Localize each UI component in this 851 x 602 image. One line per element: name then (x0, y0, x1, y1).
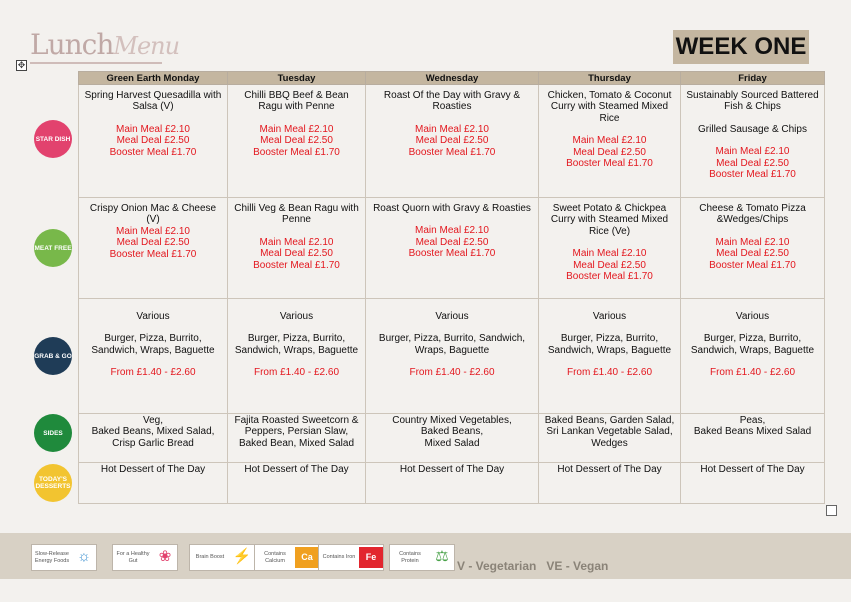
dish-text: Chicken, Tomato & Coconut Curry with Steamed Mixed Rice (547, 90, 672, 124)
dish-text: Peas, Baked Beans Mixed Salad (693, 415, 812, 438)
dish-text: Baked Beans, Garden Salad, Sri Lankan Vegetable Salad, Wedges (544, 415, 675, 449)
brain-boost-tag (189, 544, 255, 571)
dish-text: Roast Quorn with Gravy & Roasties (373, 203, 531, 214)
todays-desserts-badge (34, 464, 72, 502)
contains-iron-tag (318, 544, 384, 571)
dish-text: Burger, Pizza, Burrito, Sandwich, Wraps, Baguette (378, 333, 526, 356)
dish-text: Burger, Pizza, Burrito, Sandwich, Wraps, Baguette (91, 333, 215, 356)
dish-text: Various (279, 311, 314, 322)
star-dish-badge (34, 120, 72, 158)
dish-text: Country Mixed Vegetables, Baked Beans, Mixed Salad (392, 415, 512, 449)
dish-text: Burger, Pizza, Burrito, Sandwich, Wraps, Baguette (690, 333, 815, 356)
price-text: Main Meal £2.10 (572, 135, 647, 147)
price-text: From £1.40 - £2.60 (566, 367, 653, 379)
price-text: Meal Deal £2.50 (415, 135, 489, 147)
spacer (684, 356, 821, 367)
dish-text: Roast Of the Day with Gravy & Roasties (383, 90, 521, 113)
price-text: Booster Meal £1.70 (109, 248, 197, 260)
day-header: Friday (681, 72, 825, 85)
dish-text: Chilli BBQ Beef & Bean Ragu with Penne (244, 90, 349, 113)
badge-label: TODAY'S DESSERTS (35, 476, 71, 490)
price-text: Meal Deal £2.50 (573, 146, 646, 158)
spacer (542, 237, 677, 248)
spacer (82, 356, 224, 367)
spacer (542, 124, 677, 135)
healthy-gut-tag (112, 544, 178, 571)
menu-cell (366, 85, 539, 198)
grab-and-go-badge (34, 337, 72, 375)
spacer (542, 322, 677, 333)
tag-label: Brain Boost (195, 554, 225, 561)
price-text: Booster Meal £1.70 (408, 248, 496, 260)
price-text: Main Meal £2.10 (259, 236, 334, 248)
dish-text: Sustainably Sourced Battered Fish & Chips (686, 90, 819, 113)
day-header: Thursday (539, 72, 681, 85)
brain-icon: ⚡ (232, 548, 252, 566)
dish-text: Burger, Pizza, Burrito, Sandwich, Wraps, Baguette (547, 333, 672, 356)
contains-protein-tag (389, 544, 455, 571)
dish-text: Various (592, 311, 627, 322)
price-text: Main Meal £2.10 (259, 123, 334, 135)
dish-text: Grilled Sausage & Chips (698, 123, 807, 135)
spacer (684, 322, 821, 333)
spacer (369, 214, 535, 225)
menu-cell (228, 414, 366, 463)
menu-cell (681, 414, 825, 463)
spacer (231, 226, 362, 237)
tag-symbol: Ca (301, 552, 313, 563)
dish-text: Burger, Pizza, Burrito, Sandwich, Wraps, Baguette (234, 333, 359, 356)
gut-icon: ❀ (158, 548, 172, 566)
tag-label: Contains Calcium (264, 551, 286, 564)
menu-cell (79, 463, 228, 504)
logo-main-text: Lunch (30, 28, 114, 61)
menu-row (79, 198, 825, 299)
price-text: Meal Deal £2.50 (716, 248, 789, 260)
sides-badge (34, 414, 72, 452)
price-text: Main Meal £2.10 (715, 146, 790, 158)
menu-row (79, 85, 825, 198)
logo-underline (30, 62, 162, 64)
dish-text: Sweet Potato & Chickpea Curry with Steamed Mixed Rice (Ve) (550, 203, 669, 237)
price-text: Main Meal £2.10 (715, 236, 790, 248)
price-text: Meal Deal £2.50 (415, 236, 489, 248)
price-text: From £1.40 - £2.60 (110, 367, 196, 379)
menu-cell (681, 299, 825, 414)
menu-cell (228, 85, 366, 198)
menu-cell (228, 299, 366, 414)
spacer (231, 113, 362, 124)
price-text: Booster Meal £1.70 (709, 169, 796, 181)
dish-text: Various (435, 311, 469, 322)
dumbbell-icon: ⚖ (435, 548, 449, 566)
menu-cell (681, 198, 825, 299)
price-text: Meal Deal £2.50 (116, 135, 190, 147)
meat-free-badge (34, 229, 72, 267)
spacer (369, 356, 535, 367)
badge-label: GRAB & GO (34, 352, 72, 360)
price-text: Meal Deal £2.50 (573, 259, 646, 271)
price-text: Booster Meal £1.70 (408, 146, 496, 158)
badge-label: MEAT FREE (34, 244, 72, 252)
menu-cell (228, 198, 366, 299)
dish-text: Hot Dessert of The Day (244, 464, 349, 475)
price-text: From £1.40 - £2.60 (709, 367, 796, 379)
dish-text: Crispy Onion Mac & Cheese (V) (89, 203, 217, 226)
week-badge: WEEK ONE (673, 30, 809, 64)
menu-cell (539, 299, 681, 414)
spacer (369, 322, 535, 333)
tag-label: Slow-Release Energy Foods (34, 551, 70, 564)
menu-cell (79, 414, 228, 463)
price-text: Booster Meal £1.70 (566, 271, 653, 283)
tag-symbol: Fe (365, 552, 377, 563)
price-text: From £1.40 - £2.60 (253, 367, 340, 379)
spacer (684, 135, 821, 146)
tag-label: For a Healthy Gut (116, 551, 150, 564)
price-text: Main Meal £2.10 (415, 225, 489, 237)
menu-cell (366, 463, 539, 504)
menu-cell (539, 414, 681, 463)
badge-label: SIDES (43, 429, 63, 437)
spacer (82, 322, 224, 333)
price-text: Booster Meal £1.70 (109, 146, 197, 158)
price-text: Meal Deal £2.50 (260, 248, 333, 260)
menu-cell (681, 85, 825, 198)
menu-cell (539, 463, 681, 504)
badge-label: STAR DISH (35, 135, 71, 143)
spacer (231, 322, 362, 333)
menu-cell (681, 463, 825, 504)
day-header: Green Earth Monday (79, 72, 228, 85)
lunch-menu-logo (30, 28, 179, 61)
menu-cell (79, 299, 228, 414)
price-text: Booster Meal £1.70 (709, 259, 796, 271)
menu-cell (366, 414, 539, 463)
menu-cell (228, 463, 366, 504)
day-header: Tuesday (228, 72, 366, 85)
price-text: Meal Deal £2.50 (116, 237, 190, 249)
spacer (542, 356, 677, 367)
dish-text: Hot Dessert of The Day (700, 464, 805, 475)
price-text: Main Meal £2.10 (116, 123, 190, 135)
price-text: Main Meal £2.10 (116, 225, 190, 237)
dish-text: Hot Dessert of The Day (557, 464, 662, 475)
price-text: From £1.40 - £2.60 (409, 367, 495, 379)
calcium-icon (295, 547, 319, 568)
menu-row (79, 463, 825, 504)
price-text: Booster Meal £1.70 (253, 146, 340, 158)
menu-cell (366, 198, 539, 299)
price-text: Meal Deal £2.50 (260, 135, 333, 147)
logo-script-text: Menu (113, 32, 180, 60)
contains-calcium-tag (254, 544, 320, 571)
day-header: Wednesday (366, 72, 539, 85)
day-header-row (79, 72, 825, 85)
dish-text: Veg, Baked Beans, Mixed Salad, Crisp Garlic Bread (91, 415, 215, 449)
price-text: Main Meal £2.10 (572, 248, 647, 260)
iron-icon (359, 547, 383, 568)
dish-text: Spring Harvest Quesadilla with Salsa (V) (84, 90, 222, 113)
menu-row (79, 414, 825, 463)
table-move-handle-icon[interactable]: ✥ (17, 60, 26, 70)
dish-text: Hot Dessert of The Day (100, 464, 206, 475)
dish-text: Cheese & Tomato Pizza &Wedges/Chips (699, 203, 806, 226)
diet-legend: V - Vegetarian VE - Vegan (457, 559, 609, 573)
tag-label: Contains Iron (322, 554, 356, 561)
menu-table (78, 71, 825, 504)
menu-cell (539, 85, 681, 198)
menu-cell (366, 299, 539, 414)
menu-row (79, 299, 825, 414)
price-text: Meal Deal £2.50 (716, 157, 789, 169)
spacer (82, 113, 224, 124)
dish-text: Chilli Veg & Bean Ragu with Penne (234, 203, 359, 226)
dish-text: Various (735, 311, 770, 322)
dish-text: Various (136, 311, 170, 322)
dish-text: Hot Dessert of The Day (399, 464, 505, 475)
menu-cell (79, 198, 228, 299)
price-text: Main Meal £2.10 (415, 123, 489, 135)
menu-cell (79, 85, 228, 198)
spacer (684, 113, 821, 124)
price-text: Booster Meal £1.70 (253, 259, 340, 271)
slow-release-energy-tag (31, 544, 97, 571)
menu-cell (539, 198, 681, 299)
sun-icon: ☼ (77, 548, 91, 566)
spacer (684, 226, 821, 237)
tag-label: Contains Protein (399, 551, 421, 564)
spacer (369, 113, 535, 124)
price-text: Booster Meal £1.70 (566, 158, 653, 170)
spacer (231, 356, 362, 367)
table-resize-handle[interactable] (826, 505, 837, 516)
dish-text: Fajita Roasted Sweetcorn & Peppers, Persian Slaw, Baked Bean, Mixed Salad (234, 415, 359, 449)
